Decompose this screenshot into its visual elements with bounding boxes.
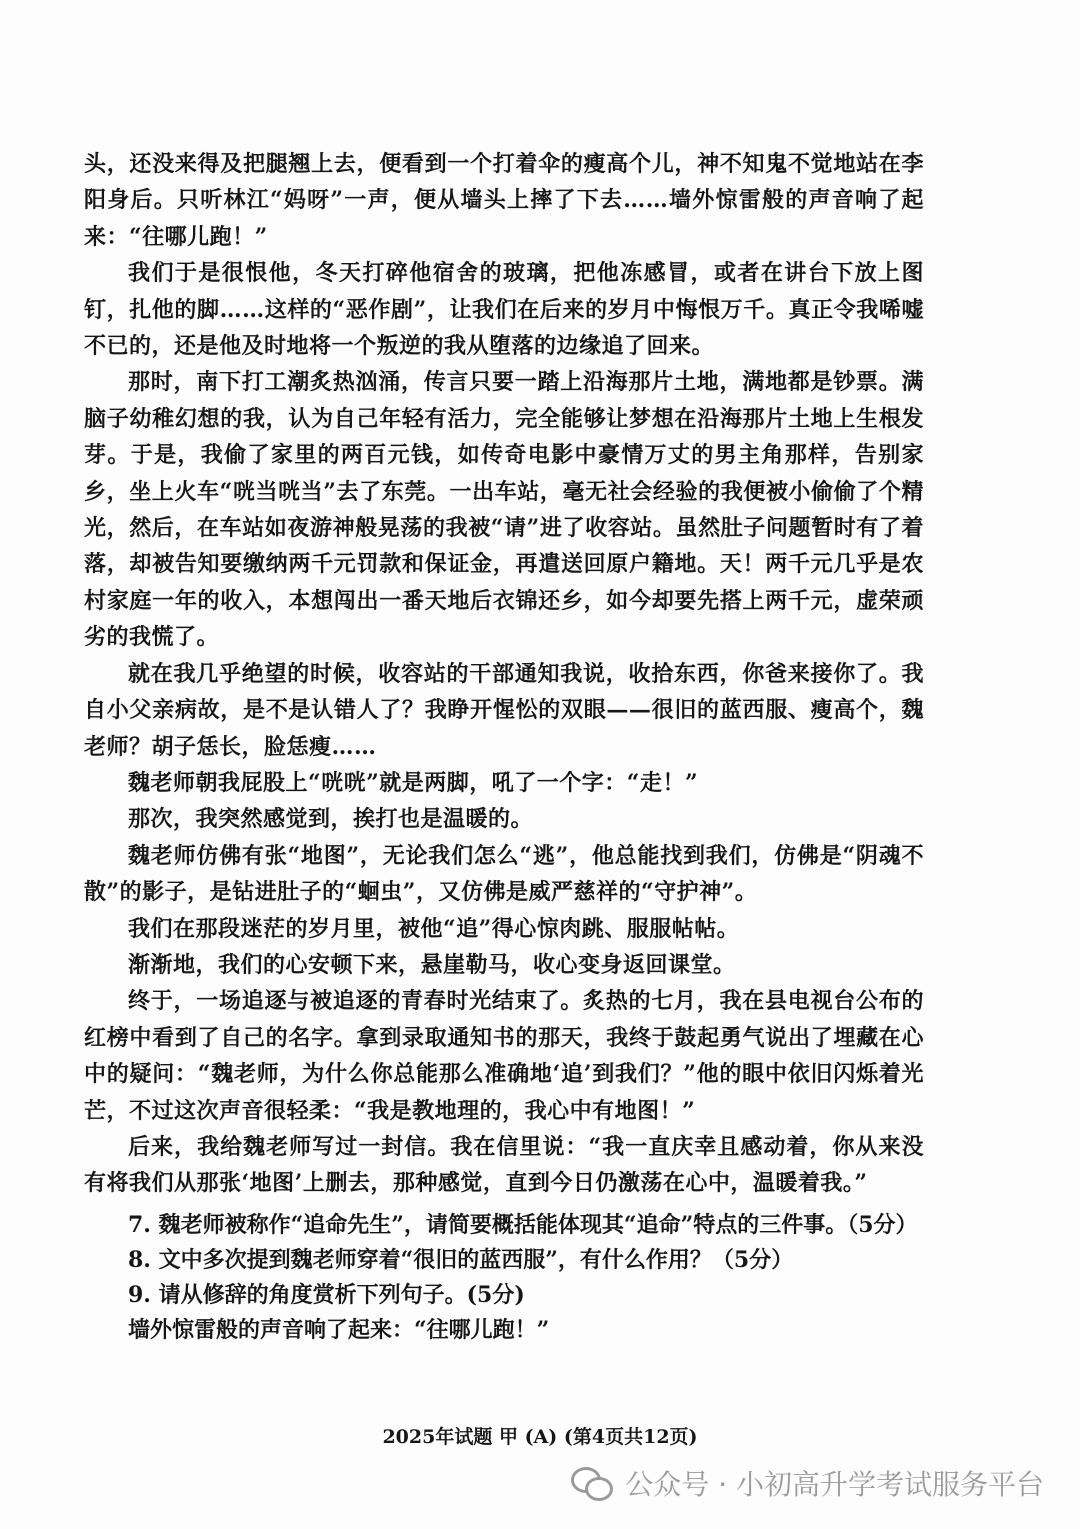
paragraph: 我们在那段迷茫的岁月里，被他“追”得心惊肉跳、服服帖帖。 [128, 915, 740, 942]
paragraph: 渐渐地，我们的心安顿下来，悬崖勒马，收心变身返回课堂。 [128, 951, 736, 978]
question-7: 7. 魏老师被称作“追命先生”，请简要概括能体现其“追命”特点的三件事。（5分） [128, 1212, 918, 1238]
paragraph: 就在我几乎绝望的时候，收容站的干部通知我说，收拾东西，你爸来接你了。我自小父亲病故，是不是认错人了？我睁开惺忪的双眼——很旧的蓝西服、瘦高个，魏老师？胡子恁长，脸恁瘦…… [84, 660, 924, 760]
paragraph: 后来，我给魏老师写过一封信。我在信里说：“我一直庆幸且感动着，你从来没有将我们从那张‘地图’上删去，那种感觉，直到今日仍激荡在心中，温暖着我。” [84, 1133, 924, 1197]
paragraph: 头，还没来得及把腿翘上去，便看到一个打着伞的瘦高个儿，神不知鬼不觉地站在李阳身后。只听林江“妈呀”一声，便从墙头上摔了下去……墙外惊雷般的声音响了起来：“往哪儿跑！” [84, 151, 924, 250]
question-8: 8. 文中多次提到魏老师穿着“很旧的蓝西服”，有什么作用？（5分） [128, 1247, 794, 1273]
question-9: 9. 请从修辞的角度赏析下列句子。(5分) [128, 1282, 525, 1308]
passage-body [84, 146, 924, 1202]
wechat-icon [571, 1465, 613, 1501]
paragraph: 那次，我突然感觉到，挨打也是温暖的。 [128, 806, 534, 833]
watermark-text: 公众号 · 小初高升学考试服务平台 [625, 1468, 1044, 1501]
question-list [84, 1208, 924, 1348]
paragraph: 那时，南下打工潮炙热汹涌，传言只要一踏上沿海那片土地，满地都是钞票。满脑子幼稚幻想的我，认为自己年轻有活力，完全能够让梦想在沿海那片土地上生根发芽。于是，我偷了家里的两百元钱，如传奇电影中豪情万丈的男主角那样，告别家乡，坐上火车“咣当咣当”去了东莞。一出车站，毫无社会经验的我便被小偷偷了个精光，然后，在车站如夜游神般晃荡的我被“请”进了收容站。虽然肚子问题暂时有了着落，却被告知要缴纳两千元罚款和保证金，再遣送回原户籍地。天！两千元几乎是农村家庭一年的收入，本想闯出一番天地后衣锦还乡，如今却要先搭上两千元，虚荣顽劣的我慌了。 [84, 369, 924, 651]
paragraph: 终于，一场追逐与被追逐的青春时光结束了。炙热的七月，我在县电视台公布的红榜中看到了自己的名字。拿到录取通知书的那天，我终于鼓起勇气说出了埋藏在心中的疑问：“魏老师，为什么你总能那么准确地‘追’到我们？”他的眼中依旧闪烁着光芒，不过这次声音很轻柔：“我是教地理的，我心中有地图！” [84, 988, 924, 1124]
paragraph: 魏老师朝我屁股上“咣咣”就是两脚，吼了一个字：“走！” [128, 769, 699, 796]
page-footer: 2025年试题 甲 (A) (第4页共12页) [382, 1426, 698, 1448]
paragraph: 我们于是很恨他，冬天打碎他宿舍的玻璃，把他冻感冒，或者在讲台下放上图钉，扎他的脚……这样的“恶作剧”，让我们在后来的岁月中悔恨万千。真正令我唏嘘不已的，还是他及时地将一个叛逆的我从堕落的边缘追了回来。 [84, 260, 924, 360]
question-9-sentence: 墙外惊雷般的声音响了起来：“往哪儿跑！” [128, 1317, 550, 1343]
watermark [571, 1463, 1044, 1503]
paragraph: 魏老师仿佛有张“地图”，无论我们怎么“逃”，他总能找到我们，仿佛是“阴魂不散”的影子，是钻进肚子的“蛔虫”，又仿佛是威严慈祥的“守护神”。 [84, 842, 924, 906]
